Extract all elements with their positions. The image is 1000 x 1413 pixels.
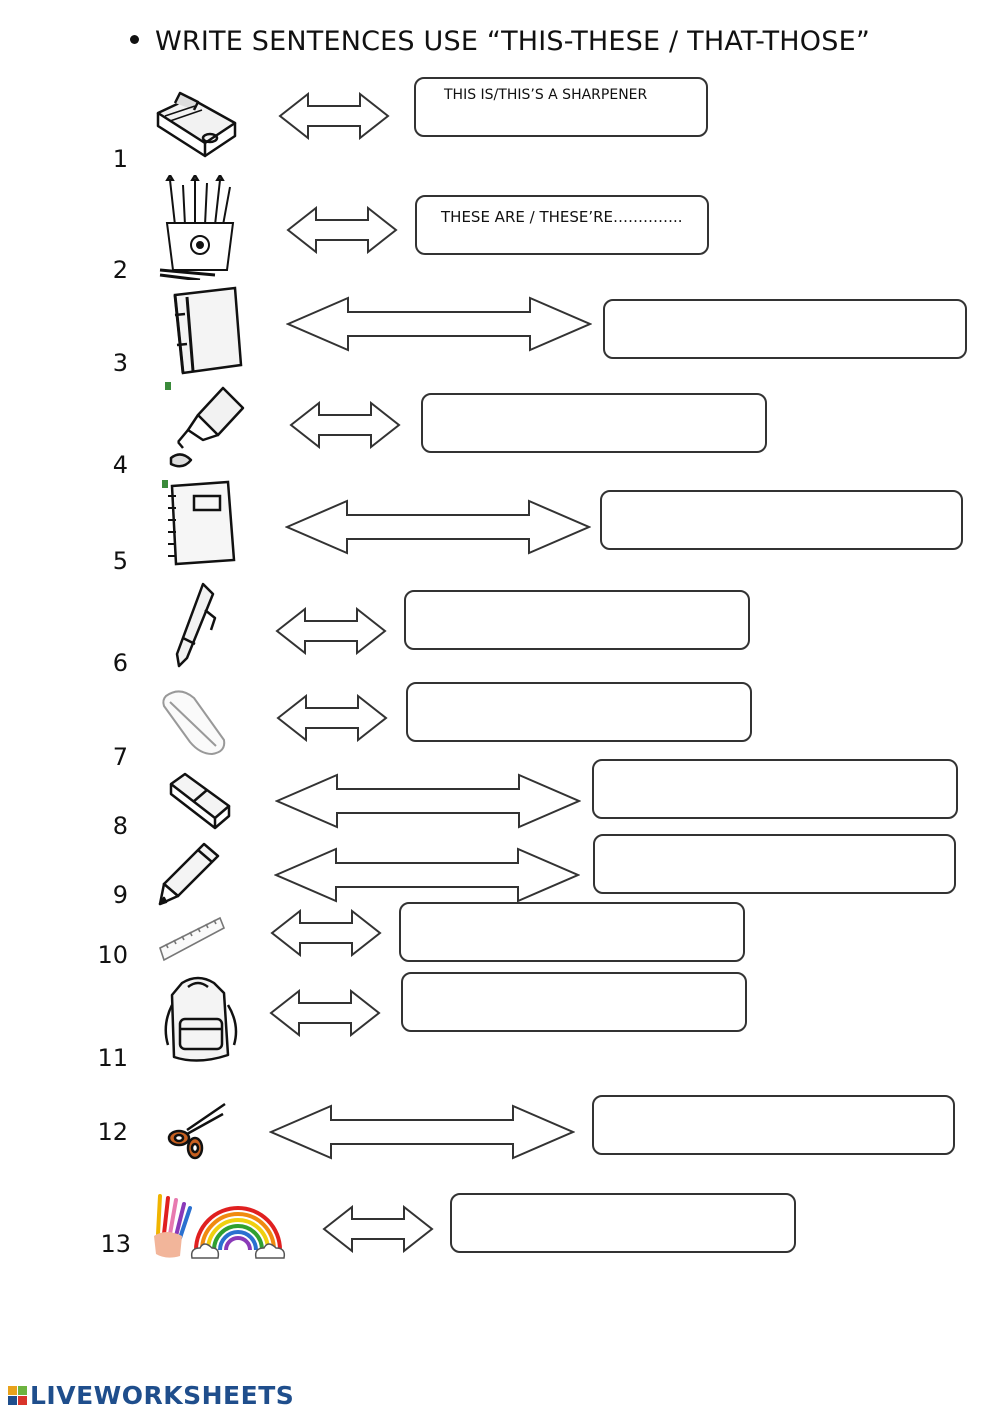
double-arrow-icon [275,773,581,829]
liveworksheets-logo-icon [8,1386,27,1405]
double-arrow-icon [276,694,388,742]
double-arrow-icon [286,296,592,352]
answer-box[interactable] [421,393,767,453]
ruler-icon [158,912,226,966]
item-number: 6 [112,649,128,677]
pencil-icon [158,840,223,908]
book-icon [165,285,247,375]
notebook-icon [160,478,242,568]
item-number: 12 [97,1118,128,1146]
double-arrow-icon [269,989,381,1037]
double-arrow-icon [269,1104,575,1160]
eraser-icon [165,770,235,832]
glue-icon [163,380,251,472]
double-arrow-icon [274,847,580,903]
brand-name: LIVEWORKSHEETS [30,1381,295,1410]
double-arrow-icon [322,1205,434,1253]
answer-box[interactable] [592,759,958,819]
item-number: 1 [112,145,128,173]
answer-box[interactable] [600,490,963,550]
double-arrow-icon [285,499,591,555]
item-number: 7 [112,743,128,771]
pencil-case-icon [160,684,230,759]
logo-square [8,1396,17,1405]
item-number: 11 [97,1044,128,1072]
double-arrow-icon [286,206,398,254]
answer-box[interactable] [592,1095,955,1155]
answer-box[interactable] [399,902,745,962]
double-arrow-icon [278,92,390,140]
logo-square [18,1386,27,1395]
answer-box[interactable] [593,834,956,894]
answer-box[interactable] [401,972,747,1032]
crayons-rainbow-icon [152,1190,292,1262]
answer-box[interactable] [406,682,752,742]
item-number: 5 [112,547,128,575]
answer-box[interactable] [450,1193,796,1253]
double-arrow-icon [270,909,382,957]
bullet-icon [130,35,139,44]
item-number: 3 [112,349,128,377]
logo-square [18,1396,27,1405]
sharpener-icon [150,78,240,168]
item-number: 2 [112,256,128,284]
worksheet-title [130,26,870,57]
item-number: 13 [100,1230,131,1258]
answer-box[interactable]: THESE ARE / THESE’RE………….. [415,195,709,255]
double-arrow-icon [275,607,387,655]
item-number: 9 [112,881,128,909]
scissors-icon [165,1100,229,1162]
pen-icon [165,580,225,670]
logo-square [8,1386,17,1395]
backpack-icon [158,975,243,1067]
item-number: 4 [112,451,128,479]
item-number: 8 [112,812,128,840]
item-number: 10 [97,941,128,969]
answer-box[interactable]: THIS IS/THIS’S A SHARPENER [414,77,708,137]
title-text: WRITE SENTENCES USE “THIS-THESE / THAT-THOSE” [155,26,871,57]
answer-box[interactable] [404,590,750,650]
liveworksheets-footer [8,1381,294,1410]
double-arrow-icon [289,401,401,449]
answer-box[interactable] [603,299,967,359]
pencil-cup-icon [155,175,250,280]
